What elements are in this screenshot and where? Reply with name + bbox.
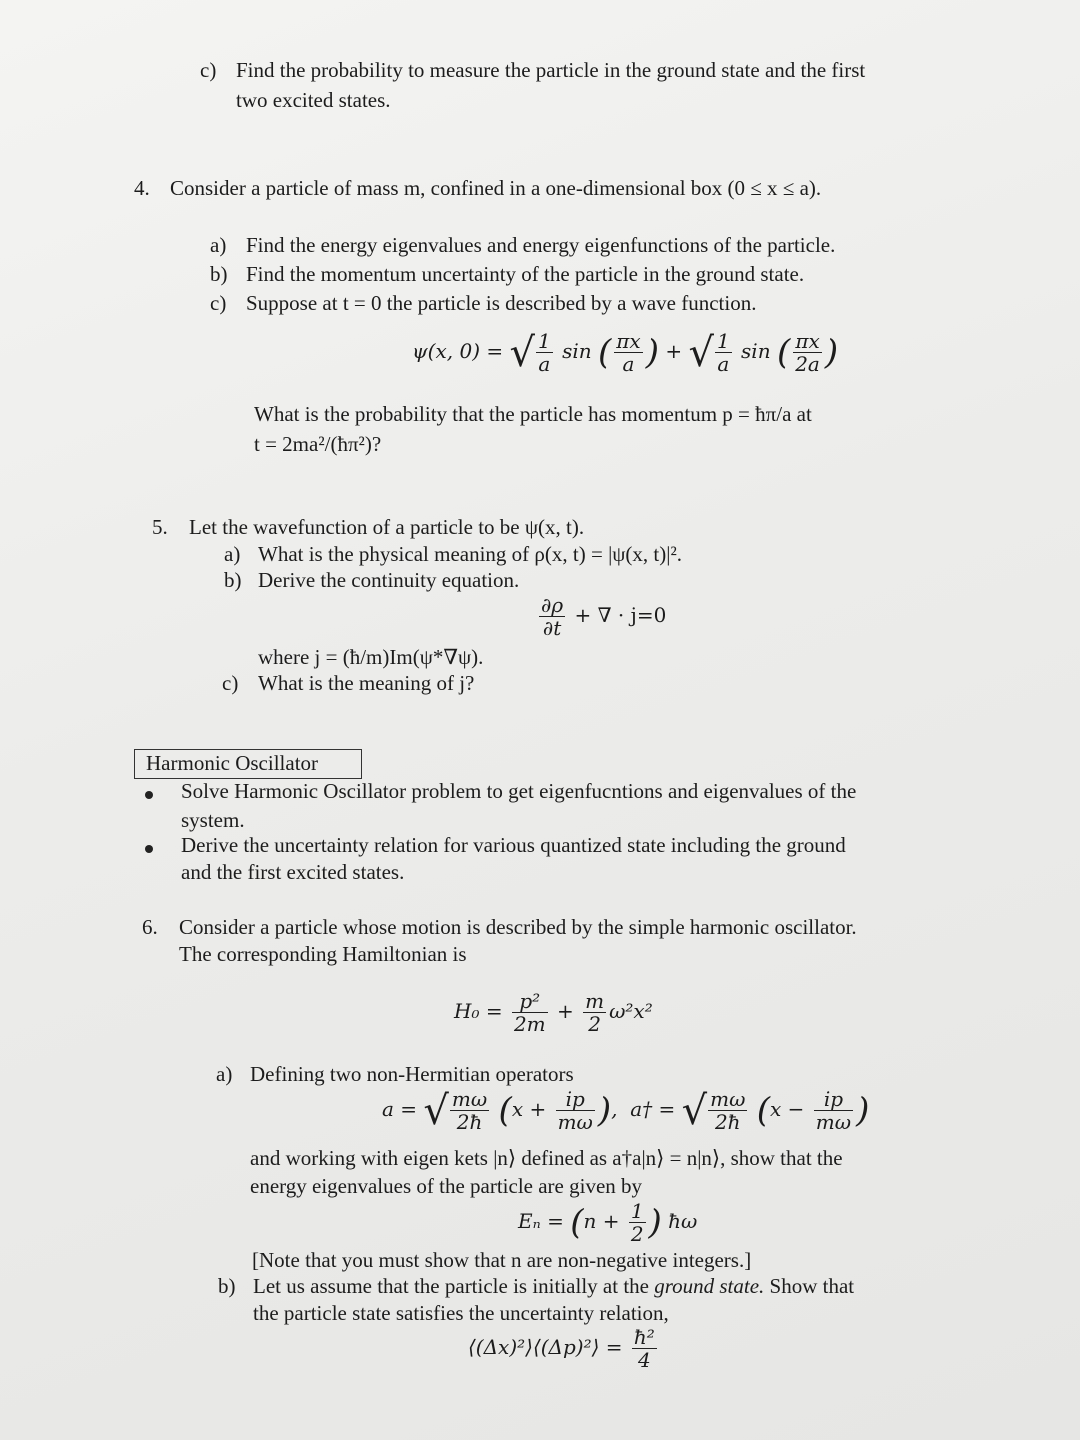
ladder-operators-equation: a = √ $\frac{m\omega}{2ħ}$ (x + $\frac{ip}{m\omega}$ ), a† = √ $\frac{m\omega}{2ħ}$ (x − $\frac{ip}{m\omega}$ ): [382, 1087, 870, 1134]
op-a-lhs: a =: [382, 1097, 418, 1121]
sqrt-sign: √: [681, 1087, 708, 1134]
q5a-label: a): [224, 542, 241, 566]
energy-eigenvalue-equation: Eₙ = (n + $\frac{1}{2}$ ) ħω: [518, 1199, 698, 1246]
q5-where-j: where j = (ħ/m)Im(ψ*∇ψ).: [258, 645, 484, 669]
q4-eq-arg1-den: a: [622, 352, 635, 376]
continuity-num: ∂ρ: [541, 593, 564, 617]
q4b-text: Find the momentum uncertainty of the particle in the ground state.: [246, 262, 805, 286]
q4-wavefunction-equation: ψ(x, 0) = √ $\frac{1}{a}$ sin ( $\frac{\pi x}{a}$ ) + √ $\frac{1}{a}$ sin ( $\frac{\pi x}{2a}$ ): [412, 329, 839, 376]
q4-question-line1: What is the probability that the particle has momentum p = ħπ/a at: [254, 402, 812, 426]
continuity-den: ∂t: [542, 616, 562, 640]
q4-eq-sin2: sin: [741, 339, 771, 363]
hamiltonian-equation: [454, 990, 653, 1035]
unc-den: 4: [637, 1348, 651, 1372]
q4-eq-arg1-num: πx: [616, 329, 641, 353]
q4a-label: a): [210, 233, 227, 257]
hamiltonian-t1-num: p²: [512, 990, 548, 1013]
hamiltonian-t1-den: 2m: [513, 1012, 546, 1036]
op-sep: ,: [611, 1097, 618, 1121]
en-rest: ħω: [668, 1209, 698, 1233]
bullet-1: [145, 791, 153, 799]
q4-eq-frac-den: a: [538, 352, 551, 376]
op-adag-lhs: a† =: [630, 1097, 676, 1121]
op-adag-paren: x −: [770, 1097, 805, 1121]
en-half-num: 1: [630, 1199, 644, 1223]
q5c-label: c): [222, 671, 239, 695]
q6a-line2: and working with eigen kets |n⟩ defined as a†a|n⟩ = n|n⟩, show that the: [250, 1146, 843, 1170]
q6b-line1-em: ground state.: [654, 1274, 765, 1298]
q6a-text: Defining two non-Hermitian operators: [250, 1062, 574, 1086]
q4-eq-plus: +: [665, 339, 683, 363]
q6-intro-line2: The corresponding Hamiltonian is: [179, 942, 467, 966]
q4b-label: b): [210, 262, 228, 286]
en-n: n +: [583, 1209, 620, 1233]
ho-bullet1-line2: system.: [181, 808, 245, 832]
q4-intro: Consider a particle of mass m, confined in a one-dimensional box (0 ≤ x ≤ a).: [170, 176, 822, 200]
unc-lhs: ⟨(Δx)²⟩⟨(Δp)²⟩ =: [468, 1335, 623, 1359]
q6a-line3: energy eigenvalues of the particle are given by: [250, 1174, 643, 1198]
q3c-label: c): [200, 58, 217, 82]
op-adag-sqrt-den: 2ħ: [714, 1110, 741, 1134]
q4a-text: Find the energy eigenvalues and energy eigenfunctions of the particle.: [246, 233, 836, 257]
en-half-den: 2: [630, 1222, 644, 1246]
op-a-sqrt-num: mω: [451, 1087, 488, 1111]
q4c-label: c): [210, 291, 227, 315]
q5c-text: What is the meaning of j?: [258, 671, 475, 695]
op-adag-ip: ip: [814, 1088, 853, 1111]
q3c-line1: Find the probability to measure the particle in the ground state and the first: [236, 58, 866, 82]
ho-bullet2-line1: Derive the uncertainty relation for various quantized state including the ground: [181, 833, 846, 857]
op-a-paren: x +: [511, 1097, 547, 1121]
q3c-line2: two excited states.: [236, 88, 391, 112]
q6a-note: [Note that you must show that n are non-negative integers.]: [252, 1248, 752, 1272]
q5b-label: b): [224, 568, 242, 592]
q4c-text: Suppose at t = 0 the particle is described by a wave function.: [246, 291, 757, 315]
ho-bullet1-line1: Solve Harmonic Oscillator problem to get eigenfucntions and eigenvalues of the: [181, 779, 857, 803]
hamiltonian-t2-den: 2: [588, 1012, 601, 1036]
q4-eq-arg2-den: 2a: [795, 352, 820, 376]
q5b-text: Derive the continuity equation.: [258, 568, 520, 592]
hamiltonian-t2-num: m: [585, 989, 605, 1013]
q6a-label: a): [216, 1062, 233, 1086]
q6b-line1: [253, 1272, 854, 1300]
sqrt-sign: √: [509, 329, 535, 376]
q4-eq-frac2-num: 1: [716, 329, 730, 353]
q6b-line1-pre: Let us assume that the particle is initially at the: [253, 1274, 649, 1298]
ho-heading: Harmonic Oscillator: [146, 751, 319, 775]
unc-num: ħ²: [633, 1325, 655, 1349]
q6b-line2: the particle state satisfies the uncertainty relation,: [253, 1301, 669, 1325]
continuity-rest: + ∇ · j=0: [574, 603, 667, 627]
hamiltonian-t2-rest: ω²x²: [609, 999, 653, 1023]
sqrt-sign: √: [423, 1087, 449, 1134]
op-adag-mw: mω: [815, 1110, 852, 1134]
q4-eq-frac2-den: a: [717, 352, 730, 376]
q4-eq-arg2-num: πx: [793, 330, 822, 353]
q4-eq-lhs: ψ(x, 0) =: [412, 339, 504, 363]
hamiltonian-lhs: H₀ =: [454, 999, 503, 1023]
hamiltonian-plus: +: [557, 999, 574, 1023]
q4-eq-frac-num: 1: [537, 329, 551, 353]
q4-question-line2: t = 2ma²/(ħπ²)?: [254, 432, 382, 456]
continuity-equation: [536, 594, 666, 639]
op-adag-sqrt-num: mω: [710, 1087, 746, 1111]
en-lhs: Eₙ =: [518, 1209, 564, 1233]
q5-intro: Let the wavefunction of a particle to be ψ(x, t).: [189, 515, 585, 539]
q4-number: 4.: [134, 176, 150, 200]
q6b-label: b): [218, 1274, 236, 1298]
q6b-line1-post: Show that: [769, 1274, 855, 1298]
q6-number: 6.: [142, 915, 158, 939]
bullet-2: [145, 845, 153, 853]
op-a-ip: ip: [556, 1088, 595, 1111]
op-a-sqrt-den: 2ħ: [456, 1110, 483, 1134]
op-a-mw: mω: [557, 1110, 593, 1134]
q5-number: 5.: [152, 515, 168, 539]
q4-eq-sin1: sin: [562, 339, 592, 363]
uncertainty-equation: [468, 1326, 660, 1371]
q6-intro-line1: Consider a particle whose motion is described by the simple harmonic oscillator.: [179, 915, 857, 939]
q5a-text: What is the physical meaning of ρ(x, t) = |ψ(x, t)|².: [258, 542, 682, 566]
sqrt-sign: √: [688, 329, 714, 376]
ho-bullet2-line2: and the first excited states.: [181, 860, 405, 884]
